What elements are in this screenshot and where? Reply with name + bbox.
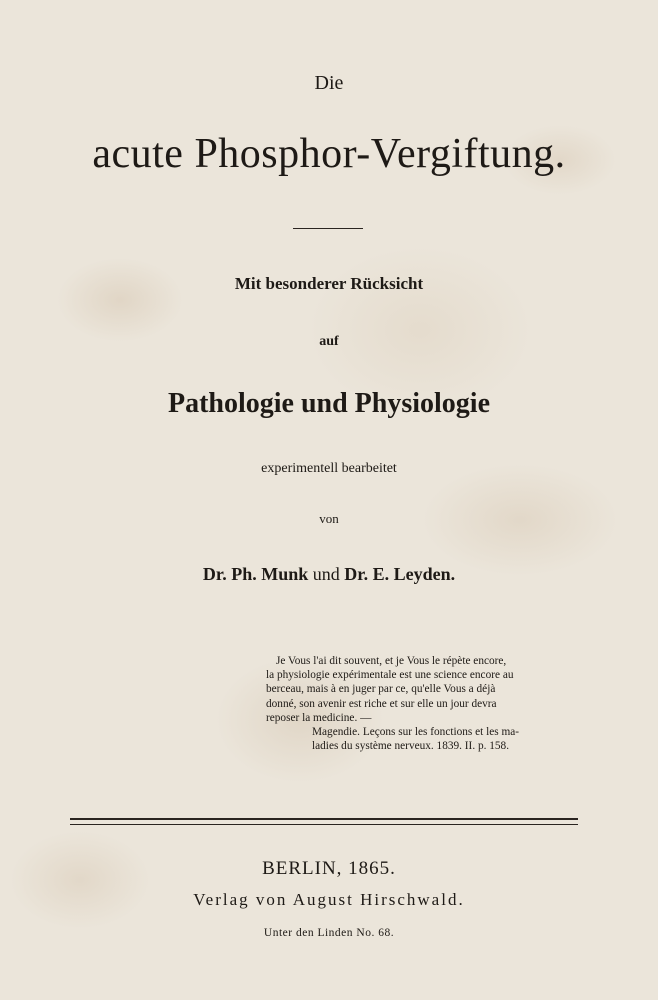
authors-line — [0, 564, 658, 585]
title-article: Die — [314, 72, 344, 94]
by-word: von — [319, 511, 339, 526]
title-divider — [293, 228, 363, 229]
author-joiner: und — [312, 564, 340, 584]
epigraph-attribution: Magendie. Leçons sur les fonctions et les ma- — [312, 726, 520, 739]
connector-word: auf — [319, 334, 339, 349]
epigraph-line: donné, son avenir est riche et sur elle un jour devra — [266, 697, 497, 710]
epigraph-attribution: ladies du système nerveux. 1839. II. p. 158. — [312, 740, 510, 753]
method-line: experimentell bearbeitet — [261, 461, 397, 476]
publisher: Verlag von August Hirschwald. — [193, 890, 465, 909]
epigraph-line: la physiologie expérimentale est une science encore au — [266, 669, 514, 682]
place-year: BERLIN, 1865. — [262, 858, 396, 879]
epigraph — [266, 654, 584, 753]
imprint-divider — [70, 818, 578, 825]
subject-heading: Pathologie und Physiologie — [167, 388, 491, 419]
epigraph-line: berceau, mais à en juger par ce, qu'elle Vous a déjà — [266, 683, 496, 696]
publisher-address: Unter den Linden No. 68. — [263, 927, 395, 939]
author-munk: Dr. Ph. Munk — [202, 564, 309, 584]
epigraph-line: Je Vous l'ai dit souvent, et je Vous le répète encore, — [276, 655, 507, 667]
book-title: acute Phosphor-Vergiftung. — [92, 131, 566, 177]
epigraph-line: reposer la medicine. — — [266, 711, 372, 724]
author-leyden: Dr. E. Leyden. — [344, 564, 456, 584]
subtitle: Mit besonderer Rücksicht — [234, 274, 424, 293]
